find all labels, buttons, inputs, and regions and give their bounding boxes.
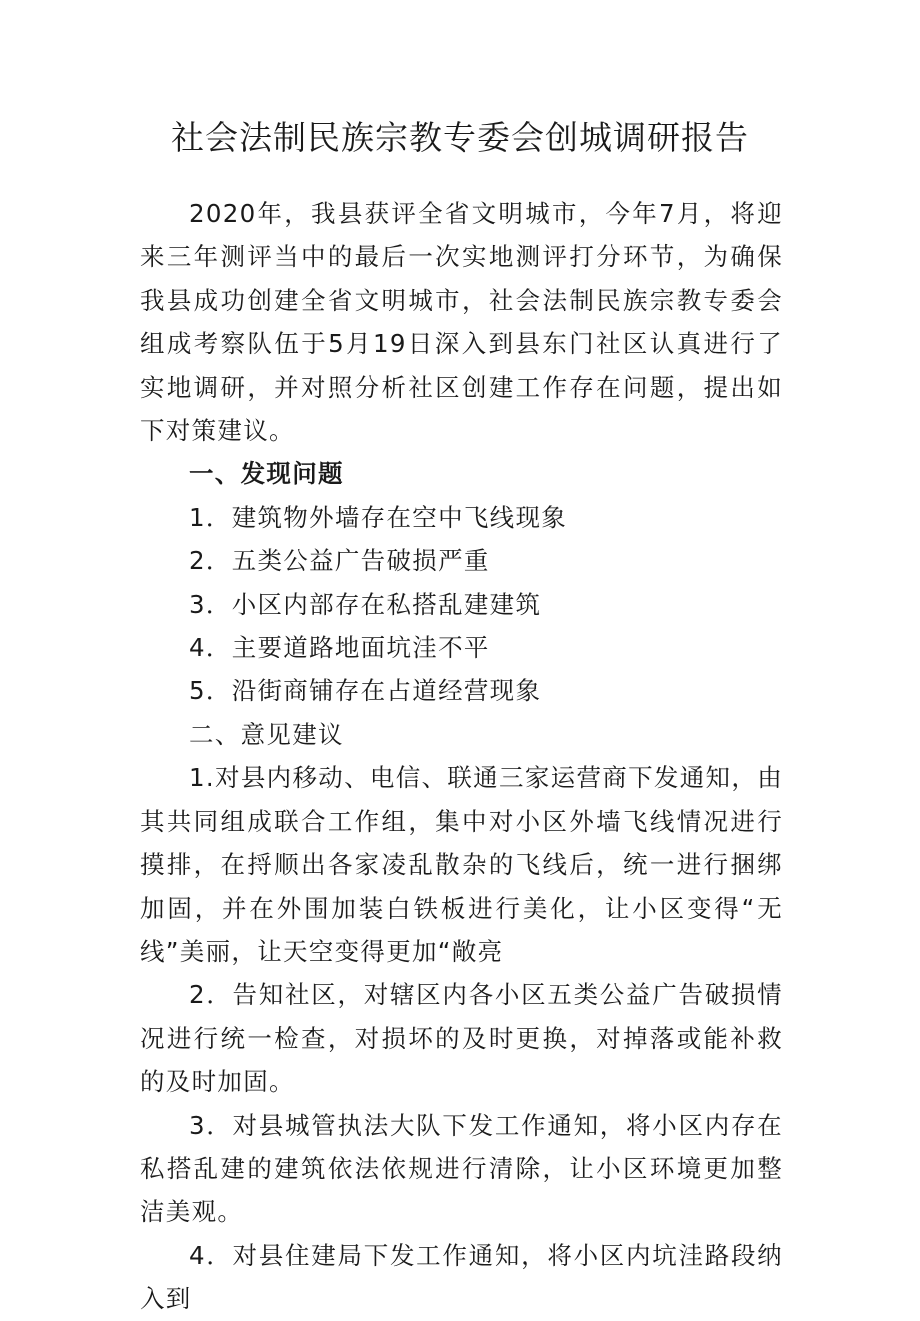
intro-paragraph: 2020年，我县获评全省文明城市，今年7月，将迎来三年测评当中的最后一次实地测评打分环节，为确保我县成功创建全省文明城市，社会法制民族宗教专委会组成考察队伍于5月19日深入到县东门社区认真进行了实地调研，并对照分析社区创建工作存在问题，提出如下对策建议。 xyxy=(140,199,783,446)
problem-item: 1．建筑物外墙存在空中飞线现象 xyxy=(189,502,568,532)
section-heading-problems: 一、发现问题 xyxy=(189,459,344,489)
suggestion-paragraph: 2．告知社区，对辖区内各小区五类公益广告破损情况进行统一检查，对损坏的及时更换，对掉落或能补救的及时加固。 xyxy=(140,980,783,1097)
page-title: 社会法制民族宗教专委会创城调研报告 xyxy=(171,118,749,157)
problem-item: 2．五类公益广告破损严重 xyxy=(189,546,490,576)
problem-item: 5．沿街商铺存在占道经营现象 xyxy=(189,676,542,706)
suggestion-paragraph: 3．对县城管执法大队下发工作通知，将小区内存在私搭乱建的建筑依法依规进行清除，让小区环境更加整洁美观。 xyxy=(140,1110,783,1227)
suggestion-paragraph: 4．对县住建局下发工作通知，将小区内坑洼路段纳入到 xyxy=(140,1240,783,1314)
problem-item: 3．小区内部存在私搭乱建建筑 xyxy=(189,589,542,619)
section-heading-suggestions: 二、意见建议 xyxy=(189,719,344,749)
suggestion-paragraph: 1.对县内移动、电信、联通三家运营商下发通知，由其共同组成联合工作组，集中对小区外墙飞线情况进行摸排，在捋顺出各家凌乱散杂的飞线后，统一进行捆绑加固，并在外围加装白铁板进行美化，让小区变得“无线”美丽，让天空变得更加“敞亮 xyxy=(140,763,783,966)
document-body xyxy=(140,192,783,1321)
problem-item: 4．主要道路地面坑洼不平 xyxy=(189,633,490,663)
